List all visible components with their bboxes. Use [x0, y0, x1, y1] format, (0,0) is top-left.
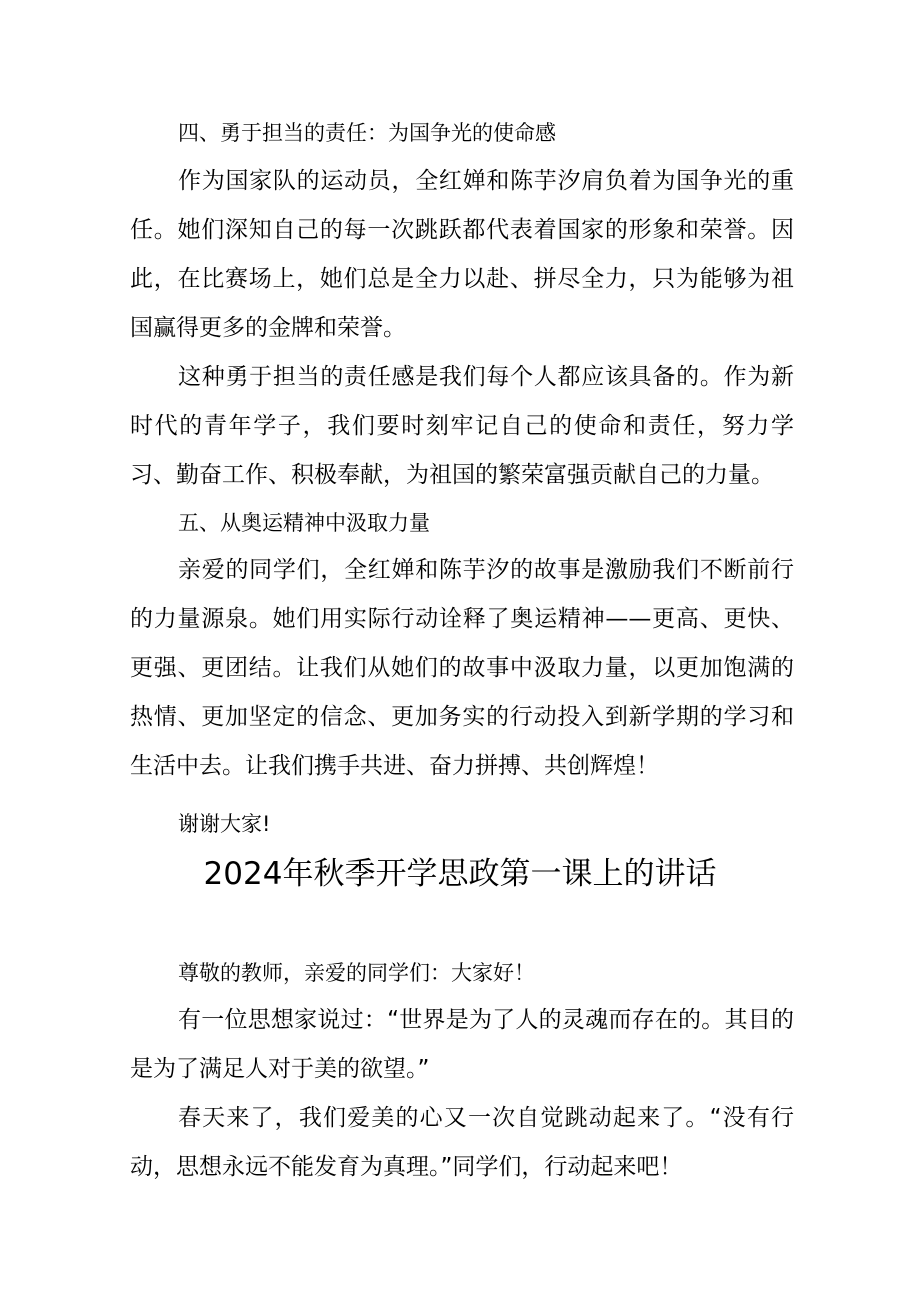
section-4-paragraph-2: 这种勇于担当的责任感是我们每个人都应该具备的。作为新时代的青年学子，我们要时刻牢记自己的使命和责任，努力学习、勤奋工作、积极奉献，为祖国的繁荣富强贡献自己的力量。 — [130, 364, 794, 488]
section-4-heading: 四、勇于担当的责任：为国争光的使命感 — [178, 121, 556, 145]
speech-two-body — [130, 950, 794, 1192]
section-5-paragraph: 亲爱的同学们，全红婵和陈芋汐的故事是激励我们不断前行的力量源泉。她们用实际行动诠释了奥运精神——更高、更快、更强、更团结。让我们从她们的故事中汲取力量，以更加饱满的热情、更加坚定的信念、更加务实的行动投入到新学期的学习和生活中去。让我们携手共进、奋力拼搏、共创辉煌！ — [130, 557, 794, 779]
speech-two-greeting: 尊敬的教师，亲爱的同学们：大家好！ — [178, 961, 535, 985]
speech-two-paragraph-2: 春天来了，我们爱美的心又一次自觉跳动起来了。“没有行动，思想永远不能发育为真理。”同学们，行动起来吧！ — [130, 1105, 794, 1180]
section-4-paragraph-1: 作为国家队的运动员，全红婵和陈芋汐肩负着为国争光的重任。她们深知自己的每一次跳跃都代表着国家的形象和荣誉。因此，在比赛场上，她们总是全力以赴、拼尽全力，只为能够为祖国赢得更多的金牌和荣誉。 — [130, 168, 794, 341]
closing-thanks: 谢谢大家! — [178, 812, 271, 836]
speech-one-body — [130, 110, 794, 847]
speech-two-title: 2024年秋季开学思政第一课上的讲话 — [203, 856, 717, 892]
section-5-heading: 五、从奥运精神中汲取力量 — [178, 511, 430, 535]
speech-two-paragraph-1: 有一位思想家说过：“世界是为了人的灵魂而存在的。其目的是为了满足人对于美的欲望。” — [130, 1007, 794, 1082]
